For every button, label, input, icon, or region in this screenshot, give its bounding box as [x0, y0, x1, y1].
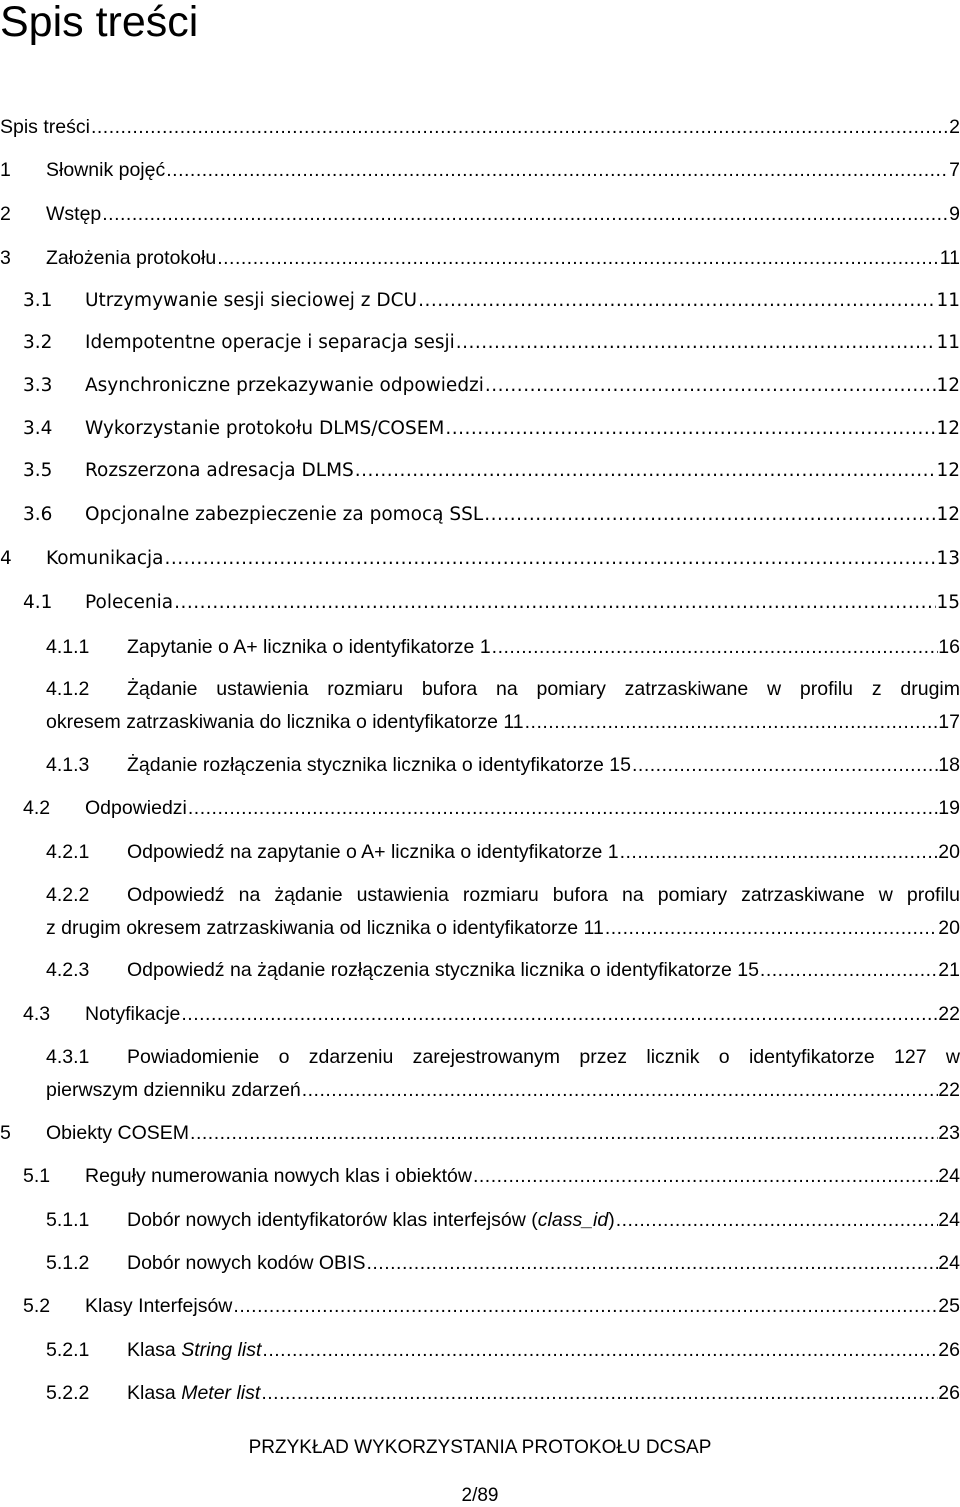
toc-entry-number: 4.1.3: [46, 754, 90, 776]
toc-entry-5-2-1[interactable]: [0, 1335, 960, 1365]
toc-entry-title: Żądanie rozłączenia stycznika licznika o identyfikatorze 15: [127, 754, 632, 776]
toc-entry-page: 21: [938, 959, 960, 981]
toc-entry-number: 4.2.2: [46, 884, 90, 906]
toc-entry-title: Utrzymywanie sesji sieciowej z DCU: [85, 290, 418, 311]
toc-entry-title-line2: z drugim okresem zatrzaskiwania od licznika o identyfikatorze 11: [46, 917, 604, 939]
toc-entry-number: 3.6: [23, 504, 53, 525]
toc-leader-dots: [174, 588, 936, 618]
toc-entry-4-2[interactable]: [0, 793, 960, 823]
toc-entry-page: 17: [938, 711, 960, 733]
toc-entry-page: 26: [938, 1382, 960, 1404]
toc-entry-5-1[interactable]: [0, 1161, 960, 1191]
toc-entry-title: Obiekty COSEM: [46, 1122, 190, 1144]
toc-entry-number: 4.1.1: [46, 636, 90, 658]
toc-entry-title-line2: okresem zatrzaskiwania do licznika o identyfikatorze 11: [46, 711, 524, 733]
toc-entry-page: 23: [938, 1122, 960, 1144]
toc-leader-dots: [525, 707, 939, 737]
toc-entry-page: 24: [938, 1252, 960, 1274]
toc-entry-title: Rozszerzona adresacja DLMS: [85, 460, 354, 481]
toc-entry-page: 24: [938, 1165, 960, 1187]
toc-entry-number: 5.1.1: [46, 1209, 90, 1231]
toc-entry-title: Klasa Meter list: [127, 1382, 261, 1404]
toc-leader-dots: [261, 1378, 938, 1408]
toc-leader-dots: [181, 999, 938, 1029]
toc-entry-title: Klasy Interfejsów: [85, 1295, 233, 1317]
toc-entry-4-1-3[interactable]: [0, 750, 960, 780]
toc-entry-page: 26: [938, 1339, 960, 1361]
toc-entry-page: 25: [938, 1295, 960, 1317]
toc-leader-dots: [366, 1248, 938, 1278]
toc-entry-number: 4: [0, 548, 12, 569]
toc-entry-number: 5.1.2: [46, 1252, 90, 1274]
toc-entry-4-1-1[interactable]: [0, 632, 960, 662]
toc-entry-number: 2: [0, 203, 11, 225]
toc-leader-dots: [166, 155, 949, 185]
toc-entry-page: 12: [936, 418, 960, 439]
toc-entry-1[interactable]: [0, 155, 960, 185]
toc-entry-title: Spis treści: [0, 116, 90, 138]
toc-entry-page: 11: [939, 247, 960, 269]
toc-entry-3[interactable]: [0, 243, 960, 273]
toc-entry-page: 9: [949, 203, 960, 225]
toc-leader-dots: [760, 955, 938, 985]
toc-entry-page: 2: [949, 116, 960, 138]
toc-entry-title: Asynchroniczne przekazywanie odpowiedzi: [85, 375, 484, 396]
toc-entry-4-1[interactable]: [0, 588, 960, 618]
toc-entry-4[interactable]: [0, 544, 960, 574]
toc-leader-dots: [632, 750, 938, 780]
toc-entry-title: Założenia protokołu: [46, 247, 217, 269]
toc-entry-number: 4.2: [23, 797, 51, 819]
toc-entry-number: 3.4: [23, 418, 53, 439]
toc-entry-number: 4.1: [23, 592, 53, 613]
toc-entry-page: 22: [938, 1003, 960, 1025]
toc-entry-title: Polecenia: [85, 592, 174, 613]
toc-entry-4-1-2[interactable]: [0, 674, 960, 740]
toc-entry-page: 24: [938, 1209, 960, 1231]
toc-entry-page: 16: [938, 636, 960, 658]
toc-entry-title-line1: Powiadomienie o zdarzeniu zarejestrowanym przez licznik o identyfikatorze 127 w: [127, 1046, 960, 1068]
toc-entry-title: Zapytanie o A+ licznika o identyfikatorze 1: [127, 636, 491, 658]
toc-entry-title: Wstęp: [46, 203, 102, 225]
toc-leader-dots: [217, 243, 940, 273]
toc-entry-title-line1: Odpowiedź na żądanie ustawienia rozmiaru bufora na pomiary zatrzaskiwane w profilu: [127, 884, 960, 906]
toc-entry-page: 19: [938, 797, 960, 819]
toc-leader-dots: [91, 112, 949, 142]
toc-entry-spis-tresci[interactable]: [0, 112, 960, 142]
toc-entry-5-2[interactable]: [0, 1291, 960, 1321]
toc-entry-page: 12: [936, 375, 960, 396]
toc-entry-4-2-1[interactable]: [0, 837, 960, 867]
toc-leader-dots: [445, 414, 936, 444]
toc-entry-title: Odpowiedź na zapytanie o A+ licznika o identyfikatorze 1: [127, 841, 619, 863]
toc-entry-2[interactable]: [0, 199, 960, 229]
toc-entry-page: 22: [938, 1079, 960, 1101]
toc-entry-3-3[interactable]: [0, 371, 960, 401]
toc-entry-5-1-1[interactable]: [0, 1205, 960, 1235]
toc-leader-dots: [485, 371, 937, 401]
toc-entry-title-line2: pierwszym dzienniku zdarzeń: [46, 1079, 301, 1101]
toc-entry-4-3-1[interactable]: [0, 1042, 960, 1108]
toc-entry-number: 4.1.2: [46, 678, 90, 700]
toc-entry-number: 3.1: [23, 290, 53, 311]
toc-entry-title: Dobór nowych kodów OBIS: [127, 1252, 366, 1274]
toc-entry-page: 12: [936, 504, 960, 525]
toc-entry-3-1[interactable]: [0, 286, 960, 316]
toc-leader-dots: [262, 1335, 938, 1365]
toc-entry-number: 3.2: [23, 332, 53, 353]
toc-entry-page: 11: [936, 332, 960, 353]
toc-leader-dots: [188, 793, 938, 823]
toc-entry-3-4[interactable]: [0, 414, 960, 444]
toc-entry-page: 7: [949, 159, 960, 181]
toc-entry-page: 20: [938, 841, 960, 863]
toc-entry-number: 3: [0, 247, 11, 269]
toc-entry-title: Notyfikacje: [85, 1003, 181, 1025]
toc-entry-title: Dobór nowych identyfikatorów klas interfejsów (class_id): [127, 1209, 615, 1231]
toc-entry-number: 5.2: [23, 1295, 51, 1317]
toc-entry-5[interactable]: [0, 1118, 960, 1148]
toc-entry-5-1-2[interactable]: [0, 1248, 960, 1278]
toc-entry-number: 1: [0, 159, 11, 181]
toc-leader-dots: [456, 328, 937, 358]
toc-entry-number: 4.2.3: [46, 959, 90, 981]
toc-entry-number: 4.2.1: [46, 841, 90, 863]
toc-entry-4-2-2[interactable]: [0, 880, 960, 946]
footer-page-indicator: 2/89: [461, 1485, 499, 1506]
toc-leader-dots: [473, 1161, 938, 1191]
toc-entry-page: 11: [936, 290, 960, 311]
toc-entry-3-5[interactable]: [0, 456, 960, 486]
footer-document-title: PRZYKŁAD WYKORZYSTANIA PROTOKOŁU DCSAP: [248, 1437, 712, 1458]
toc-entry-5-2-2[interactable]: [0, 1378, 960, 1408]
toc-entry-number: 5.2.2: [46, 1382, 90, 1404]
toc-leader-dots: [616, 1205, 939, 1235]
toc-leader-dots: [418, 286, 936, 316]
page-title: Spis treści: [0, 0, 199, 46]
toc-entry-title: Odpowiedź na żądanie rozłączenia stycznika licznika o identyfikatorze 15: [127, 959, 759, 981]
toc-entry-title: Klasa String list: [127, 1339, 262, 1361]
toc-entry-title: Słownik pojęć: [46, 159, 166, 181]
toc-entry-4-3[interactable]: [0, 999, 960, 1029]
toc-entry-page: 13: [936, 548, 960, 569]
toc-entry-page: 15: [936, 592, 960, 613]
toc-entry-number: 5.2.1: [46, 1339, 90, 1361]
toc-entry-number: 3.5: [23, 460, 53, 481]
toc-entry-3-2[interactable]: [0, 328, 960, 358]
toc-entry-title-line1: Żądanie ustawienia rozmiaru bufora na pomiary zatrzaskiwane w profilu z drugim: [127, 678, 960, 700]
toc-entry-number: 3.3: [23, 375, 53, 396]
toc-entry-number: 5.1: [23, 1165, 51, 1187]
toc-entry-3-6[interactable]: [0, 500, 960, 530]
toc-entry-title: Idempotentne operacje i separacja sesji: [85, 332, 455, 353]
toc-entry-number: 4.3.1: [46, 1046, 90, 1068]
toc-entry-4-2-3[interactable]: [0, 955, 960, 985]
toc-entry-page: 18: [938, 754, 960, 776]
toc-entry-title: Odpowiedzi: [85, 797, 187, 819]
toc-entry-title: Wykorzystanie protokołu DLMS/COSEM: [85, 418, 445, 439]
toc-leader-dots: [620, 837, 939, 867]
toc-entry-title: Opcjonalne zabezpieczenie za pomocą SSL: [85, 504, 484, 525]
toc-leader-dots: [484, 500, 936, 530]
toc-entry-title: Komunikacja: [46, 548, 164, 569]
toc-leader-dots: [302, 1075, 939, 1105]
toc-leader-dots: [233, 1291, 938, 1321]
toc-entry-page: 20: [938, 917, 960, 939]
toc-leader-dots: [605, 913, 938, 943]
toc-leader-dots: [190, 1118, 938, 1148]
toc-entry-number: 4.3: [23, 1003, 51, 1025]
toc-entry-number: 5: [0, 1122, 11, 1144]
toc-entry-title: Reguły numerowania nowych klas i obiektów: [85, 1165, 472, 1187]
toc-leader-dots: [102, 199, 949, 229]
toc-leader-dots: [355, 456, 937, 486]
toc-leader-dots: [492, 632, 939, 662]
toc-entry-page: 12: [936, 460, 960, 481]
toc-leader-dots: [165, 544, 937, 574]
